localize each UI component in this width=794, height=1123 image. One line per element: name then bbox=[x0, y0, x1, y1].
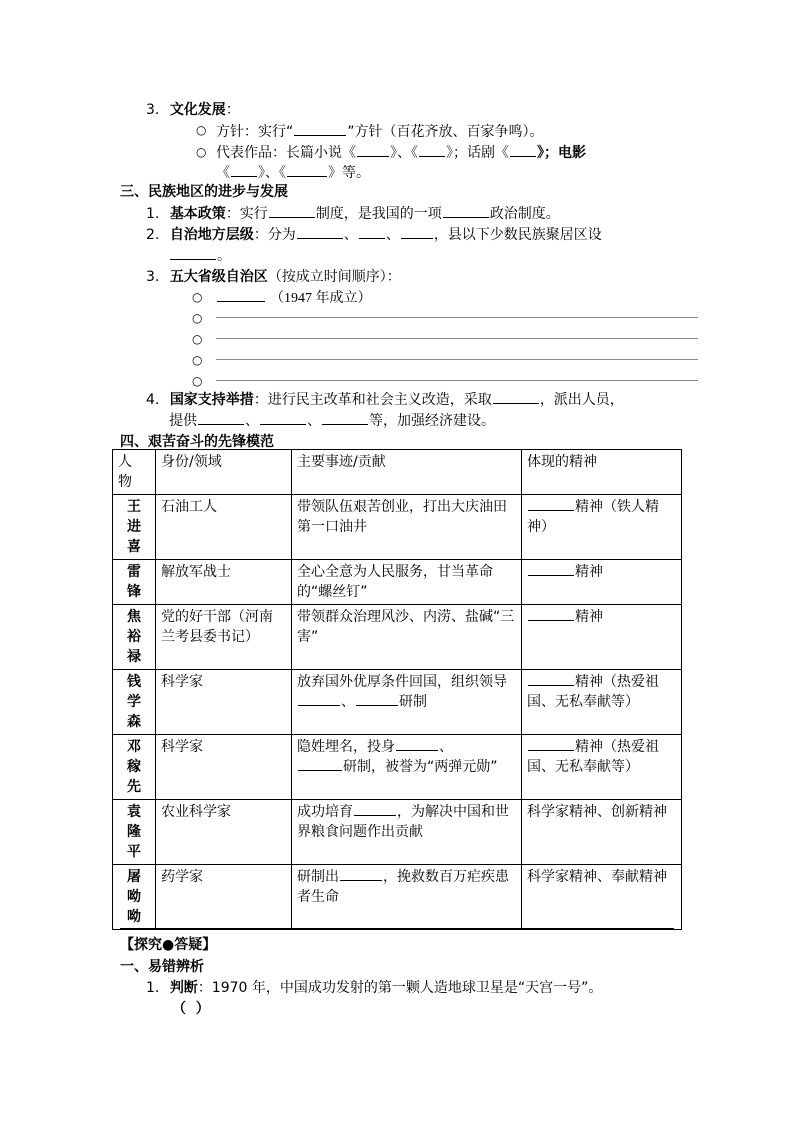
culture-policy-line bbox=[216, 121, 544, 141]
blank bbox=[297, 225, 343, 239]
bullet-circle-icon: ○ bbox=[196, 123, 207, 137]
blank bbox=[298, 757, 342, 771]
ethnic-item-4 bbox=[146, 389, 624, 409]
person-deed bbox=[292, 865, 522, 930]
text: 精神 bbox=[575, 609, 603, 625]
text: 政治制度。 bbox=[489, 206, 560, 222]
person-role: 科学家 bbox=[156, 735, 292, 800]
text: ，为解决中国和世界粮食问题作出贡献 bbox=[297, 804, 509, 840]
text: 等，加强经济建设。 bbox=[369, 413, 495, 429]
item-number: 2. bbox=[146, 227, 160, 243]
explore-title: 【探究●答疑】 bbox=[120, 937, 217, 953]
answer-line bbox=[216, 338, 698, 339]
ethnic-item-4-cont bbox=[169, 410, 495, 430]
text: ，派出人员， bbox=[539, 392, 624, 408]
blank bbox=[357, 143, 389, 157]
answer-line bbox=[216, 317, 698, 318]
text: （按成立时间顺序）： bbox=[267, 269, 401, 285]
region-1 bbox=[216, 287, 372, 307]
blank bbox=[528, 497, 574, 511]
text: 制度，是我国的一项 bbox=[315, 206, 442, 222]
blank bbox=[356, 692, 398, 706]
table-row bbox=[113, 560, 682, 605]
person-role: 党的好干部（河南兰考县委书记） bbox=[156, 605, 292, 670]
item-number: 3. bbox=[146, 269, 160, 285]
person-deed bbox=[292, 670, 522, 735]
person-deed bbox=[292, 800, 522, 865]
text: 、 bbox=[307, 413, 321, 429]
text: 、 bbox=[439, 739, 453, 755]
answer-line bbox=[216, 359, 698, 360]
person-deed: 带领队伍艰苦创业，打出大庆油田第一口油井 bbox=[292, 495, 522, 560]
section-divider bbox=[120, 928, 674, 929]
text: （1947 年成立） bbox=[270, 291, 372, 306]
blank bbox=[294, 122, 346, 136]
text: ，挽救数百万疟疾患者生命 bbox=[297, 869, 509, 905]
blank bbox=[287, 163, 327, 177]
bullet-circle-icon: ○ bbox=[196, 145, 207, 159]
text: ：分为 bbox=[253, 227, 296, 243]
blank bbox=[528, 562, 574, 576]
text: ：进行民主改革和社会主义改造，采取 bbox=[253, 392, 492, 408]
person-spirit bbox=[522, 735, 682, 800]
person-role: 药学家 bbox=[156, 865, 292, 930]
blank bbox=[528, 607, 574, 621]
blank bbox=[269, 204, 315, 218]
section-3-heading bbox=[146, 99, 240, 119]
blank bbox=[298, 692, 340, 706]
blank bbox=[231, 163, 257, 177]
table-row bbox=[113, 670, 682, 735]
colon: ： bbox=[225, 102, 240, 118]
answer-line bbox=[216, 380, 698, 381]
blank bbox=[198, 411, 244, 425]
item-label: 文化发展 bbox=[169, 102, 226, 118]
person-spirit bbox=[522, 605, 682, 670]
ethnic-item-2-cont bbox=[169, 245, 231, 265]
text: ”方针（百花齐放、百家争鸣）。 bbox=[347, 124, 544, 140]
text: 研制，被誉为“两弹元勋” bbox=[343, 759, 498, 775]
text: ：实行 bbox=[225, 206, 268, 222]
person-spirit bbox=[522, 560, 682, 605]
person-name: 焦 裕 禄 bbox=[113, 605, 156, 670]
blank bbox=[401, 225, 433, 239]
table-row bbox=[113, 495, 682, 560]
item-number: 4. bbox=[146, 392, 160, 408]
text: ，县以下少数民族聚居区设 bbox=[433, 227, 602, 243]
bullet-circle-icon: ○ bbox=[192, 290, 203, 304]
text: 精神 bbox=[575, 564, 603, 580]
item-number: 1. bbox=[146, 980, 160, 996]
person-deed bbox=[292, 735, 522, 800]
person-name: 袁 隆 平 bbox=[113, 800, 156, 865]
text: 精神（铁人精神） bbox=[527, 499, 659, 535]
text: 研制出 bbox=[297, 869, 339, 885]
text: 精神（热爱祖国、无私奉献等） bbox=[527, 674, 659, 710]
text: 。 bbox=[217, 248, 231, 264]
person-spirit: 科学家精神、创新精神 bbox=[522, 800, 682, 865]
question-1 bbox=[146, 977, 602, 997]
blank bbox=[322, 411, 368, 425]
text: 隐姓埋名，投身 bbox=[297, 739, 395, 755]
blank bbox=[260, 411, 306, 425]
blank bbox=[528, 672, 574, 686]
text: 、 bbox=[385, 227, 400, 243]
person-role: 农业科学家 bbox=[156, 800, 292, 865]
text: 《 bbox=[216, 165, 230, 181]
table-row bbox=[113, 865, 682, 930]
ethnic-item-1 bbox=[146, 203, 560, 223]
person-spirit bbox=[522, 670, 682, 735]
blank bbox=[510, 143, 536, 157]
table-header-row bbox=[113, 450, 682, 495]
bullet-circle-icon: ○ bbox=[192, 353, 203, 367]
ethnic-item-3 bbox=[146, 266, 401, 286]
bullet-circle-icon: ○ bbox=[192, 374, 203, 388]
blank bbox=[493, 390, 539, 404]
models-table bbox=[112, 449, 682, 930]
section-heading-models: 四、艰苦奋斗的先锋模范 bbox=[120, 434, 274, 450]
person-name: 屠 呦 呦 bbox=[113, 865, 156, 930]
person-name: 雷 锋 bbox=[113, 560, 156, 605]
ethnic-item-2 bbox=[146, 224, 602, 244]
text: 、 bbox=[341, 694, 355, 710]
bullet-circle-icon: ○ bbox=[192, 311, 203, 325]
header-person: 人 物 bbox=[113, 450, 156, 495]
header-role: 身份/领域 bbox=[156, 450, 292, 495]
person-role: 石油工人 bbox=[156, 495, 292, 560]
text: 成功培育 bbox=[297, 804, 353, 820]
item-number: 3. bbox=[146, 102, 160, 118]
item-label: 国家支持举措 bbox=[169, 392, 254, 408]
text: 精神（热爱祖国、无私奉献等） bbox=[527, 739, 659, 775]
table-row bbox=[113, 800, 682, 865]
person-deed: 带领群众治理风沙、内涝、盐碱“三害” bbox=[292, 605, 522, 670]
blank bbox=[419, 143, 445, 157]
header-deed: 主要事迹/贡献 bbox=[292, 450, 522, 495]
blank bbox=[170, 246, 216, 260]
text: 》；电影 bbox=[537, 145, 586, 161]
person-role: 解放军战士 bbox=[156, 560, 292, 605]
blank bbox=[217, 288, 265, 302]
section-heading-ethnic: 三、民族地区的进步与发展 bbox=[120, 184, 288, 200]
text: 、 bbox=[343, 227, 358, 243]
header-spirit: 体现的精神 bbox=[522, 450, 682, 495]
person-name: 钱 学 森 bbox=[113, 670, 156, 735]
text: 》、《 bbox=[258, 165, 286, 181]
text: 》；话剧《 bbox=[446, 145, 509, 161]
blank bbox=[528, 737, 574, 751]
blank bbox=[354, 802, 396, 816]
culture-works-line-2 bbox=[216, 162, 370, 182]
blank bbox=[359, 225, 385, 239]
item-label: 判断 bbox=[169, 980, 198, 996]
bullet-circle-icon: ○ bbox=[192, 332, 203, 346]
blank bbox=[340, 867, 382, 881]
text: 方针：实行“ bbox=[216, 124, 294, 140]
text: 》等。 bbox=[328, 165, 370, 181]
table-row bbox=[113, 735, 682, 800]
culture-works-line bbox=[216, 142, 586, 162]
person-spirit bbox=[522, 495, 682, 560]
blank bbox=[443, 204, 489, 218]
explore-heading: 一、易错辨析 bbox=[120, 959, 204, 975]
text: ：1970 年，中国成功发射的第一颗人造地球卫星是“天宫一号”。 bbox=[197, 980, 603, 996]
table-row bbox=[113, 605, 682, 670]
person-deed: 全心全意为人民服务，甘当革命的“螺丝钉” bbox=[292, 560, 522, 605]
item-label: 五大省级自治区 bbox=[169, 269, 268, 285]
text: 研制 bbox=[399, 694, 427, 710]
answer-parentheses[interactable]: （ ） bbox=[172, 1001, 210, 1017]
text: 》、《 bbox=[390, 145, 418, 161]
item-number: 1. bbox=[146, 206, 160, 222]
person-name: 王 进 喜 bbox=[113, 495, 156, 560]
person-name: 邓 稼 先 bbox=[113, 735, 156, 800]
text: 提供 bbox=[169, 413, 197, 429]
person-spirit: 科学家精神、奉献精神 bbox=[522, 865, 682, 930]
blank bbox=[396, 737, 438, 751]
item-label: 基本政策 bbox=[169, 206, 226, 222]
text: 、 bbox=[245, 413, 259, 429]
item-label: 自治地方层级 bbox=[169, 227, 254, 243]
person-role: 科学家 bbox=[156, 670, 292, 735]
text: 放弃国外优厚条件回国，组织领导 bbox=[297, 674, 507, 690]
text: 代表作品：长篇小说《 bbox=[216, 145, 356, 161]
